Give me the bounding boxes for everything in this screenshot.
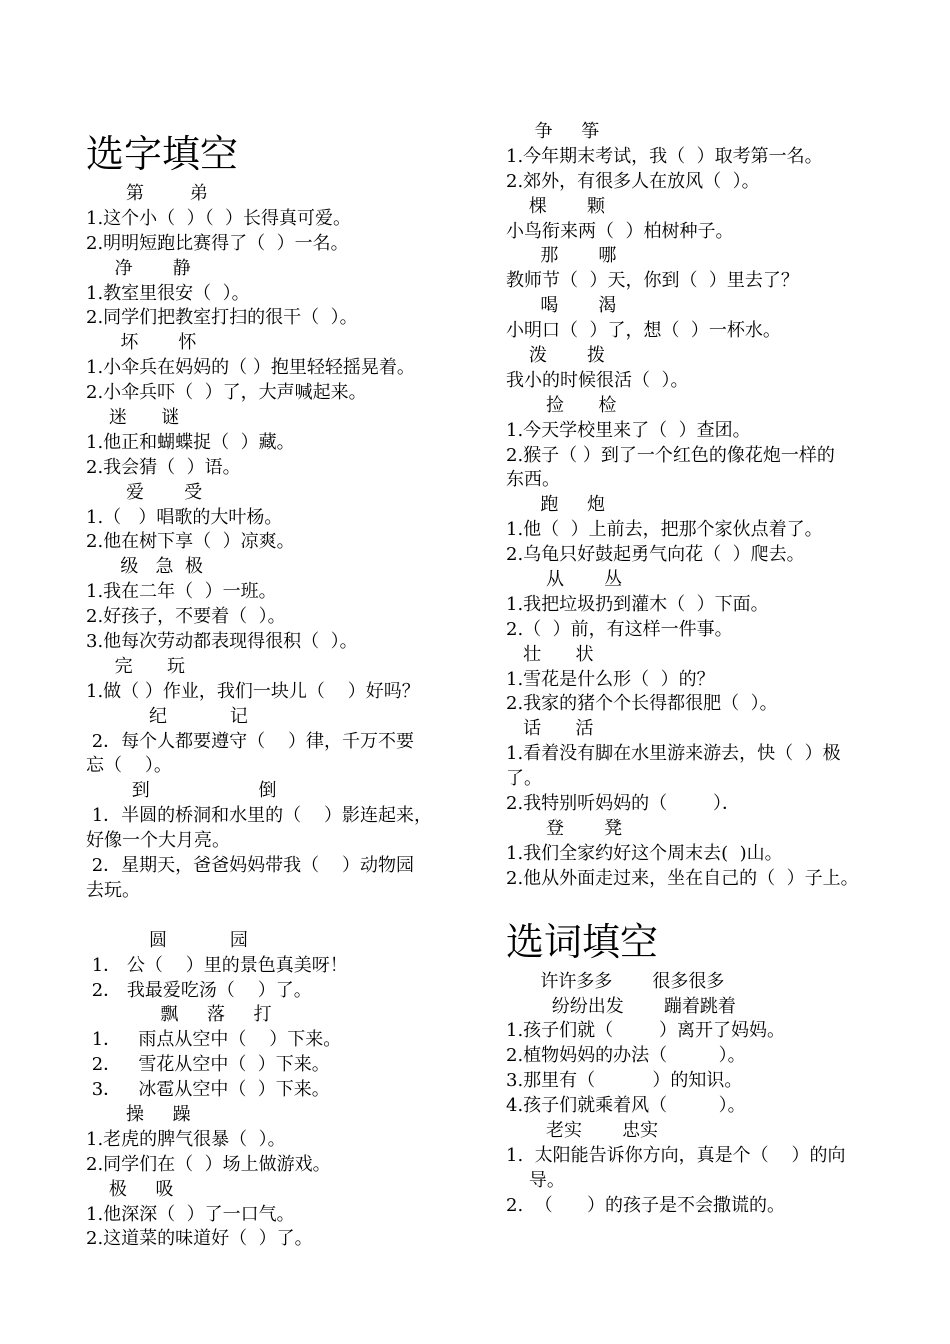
exercise-line: 爱 受: [86, 481, 203, 503]
exercise-line: 完 玩: [86, 655, 185, 677]
exercise-line: 2.猴子（ ）到了一个红色的像花炮一样的: [506, 444, 835, 466]
exercise-line: 跑 炮: [506, 494, 605, 516]
exercise-line: 圆 园: [86, 929, 248, 951]
exercise-line: 3.那里有（ ）的知识。: [506, 1070, 743, 1092]
exercise-line: 极 吸: [86, 1178, 174, 1200]
exercise-line: 2.小伞兵吓（ ）了，大声喊起来。: [86, 382, 367, 404]
exercise-line: 2.这道菜的味道好（ ）了。: [86, 1228, 313, 1250]
exercise-line: 2.同学们在（ ）场上做游戏。: [86, 1153, 331, 1175]
exercise-line: 了。: [506, 768, 542, 790]
exercise-line: 飘 落 打: [86, 1004, 272, 1026]
exercise-line: 泼 拨: [506, 345, 605, 367]
exercise-line: 从 丛: [506, 569, 623, 591]
exercise-line: 2. （ ）的孩子是不会撒谎的。: [506, 1194, 785, 1216]
exercise-line: 1.看着没有脚在水里游来游去，快（ ）极: [506, 743, 841, 765]
right-column: [506, 120, 926, 1219]
exercise-line: 到 倒: [86, 780, 277, 802]
exercise-line: 1.他（ ）上前去，把那个家伙点着了。: [506, 519, 823, 541]
exercise-line: 2．每个人都要遵守（ ）律，千万不要: [86, 730, 415, 752]
exercise-line: 坏 怀: [86, 332, 197, 354]
exercise-line: 1.雪花是什么形（ ）的？: [506, 668, 715, 690]
exercise-line: 1.孩子们就（ ）离开了妈妈。: [506, 1020, 785, 1042]
left-title: 选字填空: [86, 132, 239, 176]
exercise-line: 小明口（ ）了，想（ ）一杯水。: [506, 320, 781, 342]
exercise-line: 1.做（ ）作业，我们一块儿（ ）好吗？: [86, 680, 420, 702]
exercise-line: 2.我特别听妈妈的（ ）．: [506, 793, 740, 815]
exercise-line: 操 躁: [86, 1103, 191, 1125]
exercise-line: 教师节（ ）天，你到（ ）里去了？: [506, 270, 799, 292]
exercise-line: 第 弟: [86, 183, 208, 204]
exercise-line: 小鸟衔来两（ ）柏树种子。: [506, 220, 734, 242]
exercise-line: 1.他深深（ ）了一口气。: [86, 1203, 295, 1225]
exercise-line: 1.我们全家约好这个周末去( )山。: [506, 842, 783, 864]
exercise-line: 1.（ ）唱歌的大叶杨。: [86, 506, 283, 528]
exercise-line: 净 静: [86, 257, 191, 279]
exercise-line: 好像一个大月亮。: [86, 830, 230, 852]
exercise-line: 2.明明短跑比赛得了（ ）一名。: [86, 232, 349, 254]
exercise-line: 2.我家的猪个个长得都很肥（ ）。: [506, 693, 778, 715]
left-exercise-lines: [86, 182, 496, 1252]
exercise-line: 我小的时候很活（ ）。: [506, 369, 689, 391]
exercise-line: 2.郊外，有很多人在放风（ ）。: [506, 170, 760, 192]
exercise-line: 1.今年期末考试，我（ ）取考第一名。: [506, 145, 823, 167]
exercise-line: 东西。: [506, 469, 560, 491]
exercise-line: 1.我在二年（ ）一班。: [86, 581, 277, 603]
exercise-line: 导。: [506, 1169, 565, 1191]
exercise-line: 去玩。: [86, 879, 140, 901]
left-column: [86, 126, 496, 1252]
exercise-line: 3.他每次劳动都表现得很积（ ）。: [86, 631, 358, 653]
exercise-line: 1． 雨点从空中（ ）下来。: [86, 1029, 342, 1051]
exercise-line: 1. 太阳能告诉你方向，真是个（ ）的向: [506, 1144, 846, 1166]
exercise-line: 纷纷出发 蹦着跳着: [506, 995, 736, 1017]
exercise-line: 1.我把垃圾扔到灌木（ ）下面。: [506, 593, 769, 615]
exercise-line: 许许多多 很多很多: [506, 970, 725, 992]
exercise-line: 2.（ ）前，有这样一件事。: [506, 618, 733, 640]
exercise-line: 1.这个小（ ）（ ）长得真可爱。: [86, 207, 352, 229]
exercise-line: 2． 雪花从空中（ ）下来。: [86, 1054, 330, 1076]
exercise-line: 2．星期天，爸爸妈妈带我（ ）动物园: [86, 855, 415, 877]
exercise-line: 纪 记: [86, 705, 248, 727]
exercise-line: 1.老虎的脾气很暴（ ）。: [86, 1128, 286, 1150]
exercise-line: 2.他从外面走过来，坐在自己的（ ）子上。: [506, 867, 859, 889]
exercise-line: 登 凳: [506, 817, 623, 839]
section-spacer: [506, 892, 926, 908]
exercise-line: 2.他在树下享（ ）凉爽。: [86, 531, 295, 553]
exercise-line: 1.今天学校里来了（ ）查团。: [506, 419, 751, 441]
exercise-line: 忘（ ）。: [86, 755, 172, 777]
exercise-line: 老实 忠实: [506, 1119, 659, 1141]
exercise-line: 1． 公（ ）里的景色真美呀！: [86, 954, 348, 976]
exercise-line: 壮 状: [506, 643, 594, 665]
exercise-line: 那 哪: [506, 245, 617, 267]
exercise-line: 1.教室里很安（ ）。: [86, 282, 250, 304]
exercise-line: 2.乌龟只好鼓起勇气向花（ ）爬去。: [506, 544, 805, 566]
exercise-line: [86, 904, 496, 929]
exercise-line: 级 急 极: [86, 556, 203, 578]
exercise-line: 3． 冰雹从空中（ ）下来。: [86, 1079, 330, 1101]
exercise-line: 1.他正和蝴蝶捉（ ）藏。: [86, 431, 295, 453]
exercise-line: 迷 谜: [86, 407, 180, 429]
exercise-line: 1.小伞兵在妈妈的（ ）抱里轻轻摇晃着。: [86, 357, 415, 379]
exercise-line: 捡 检: [506, 394, 617, 416]
exercise-line: 4.孩子们就乘着风（ ）。: [506, 1095, 746, 1117]
word-exercise-lines: [506, 970, 926, 1219]
exercise-line: 2.我会猜（ ）语。: [86, 456, 241, 478]
exercise-line: 2.好孩子，不要着（ ）。: [86, 606, 286, 628]
right-exercise-lines: [506, 120, 926, 892]
exercise-line: 争 筝: [506, 121, 600, 142]
exercise-line: 棵 颗: [506, 195, 605, 217]
exercise-line: 2.同学们把教室打扫的很干（ ）。: [86, 307, 358, 329]
exercise-line: 1．半圆的桥洞和水里的（ ）影连起来，: [86, 805, 433, 827]
right-title: 选词填空: [506, 919, 659, 964]
exercise-line: 喝 渴: [506, 295, 617, 317]
exercise-line: 2.植物妈妈的办法（ ）。: [506, 1045, 746, 1067]
exercise-line: 话 活: [506, 718, 594, 740]
exercise-line: 2． 我最爱吃汤（ ）了。: [86, 979, 312, 1001]
